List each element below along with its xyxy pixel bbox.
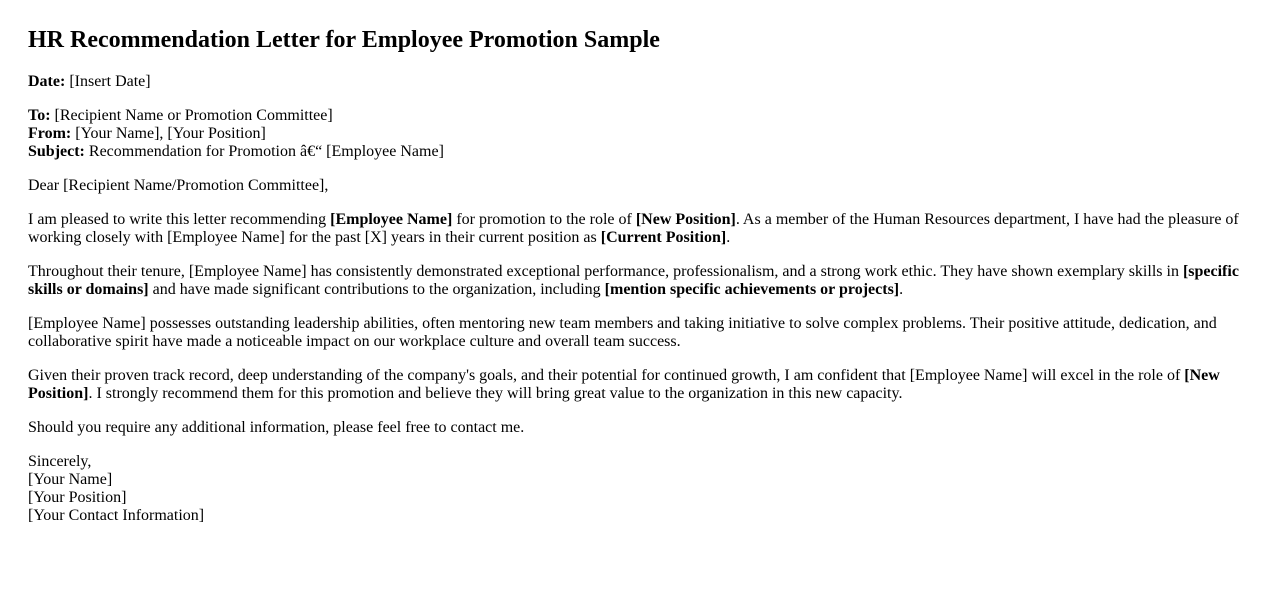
to-line xyxy=(28,107,333,124)
placeholder-bold: [New Position] xyxy=(635,211,736,228)
paragraph-leadership xyxy=(28,315,1251,351)
placeholder-bold: [specific skills or domains] xyxy=(28,263,1239,298)
placeholder-bold: [Employee Name] xyxy=(330,211,453,228)
text-segment: . I strongly recommend them for this promotion and believe they will bring great value to the organization in this new capacity. xyxy=(88,385,903,402)
text-segment: [Employee Name] possesses outstanding leadership abilities, often mentoring new team members and taking initiative to solve complex problems. Their positive attitude, dedication, and collaborative spirit have made a noticeable impact on our workplace culture and overall team success. xyxy=(28,315,1217,350)
signature-block xyxy=(28,453,1251,525)
text-segment: for promotion to the role of xyxy=(452,211,636,228)
date-line xyxy=(28,73,1251,91)
subject-line xyxy=(28,143,444,160)
signature-line-position: [Your Position] xyxy=(28,489,127,506)
greeting: Dear [Recipient Name/Promotion Committee], xyxy=(28,177,329,194)
subject-value: Recommendation for Promotion â€“ [Employee Name] xyxy=(84,143,444,160)
paragraph-recommendation xyxy=(28,367,1251,403)
to-value: [Recipient Name or Promotion Committee] xyxy=(50,107,333,124)
to-label: To: xyxy=(28,107,51,124)
placeholder-bold: [mention specific achievements or projects] xyxy=(604,281,900,298)
text-segment: I am pleased to write this letter recommending xyxy=(28,211,331,228)
signature-line-name: [Your Name] xyxy=(28,471,113,488)
placeholder-bold: [New Position] xyxy=(28,367,1220,402)
from-line xyxy=(28,125,266,142)
text-segment: . xyxy=(726,229,731,246)
subject-label: Subject: xyxy=(28,143,85,160)
date-label: Date: xyxy=(28,73,66,90)
paragraph-tenure xyxy=(28,263,1251,299)
placeholder-bold: [Current Position] xyxy=(600,229,727,246)
text-segment: Should you require any additional information, please feel free to contact me. xyxy=(28,419,525,436)
from-label: From: xyxy=(28,125,72,142)
date-value: [Insert Date] xyxy=(65,73,151,90)
from-value: [Your Name], [Your Position] xyxy=(71,125,266,142)
text-segment: . xyxy=(899,281,904,298)
text-segment: Throughout their tenure, [Employee Name] has consistently demonstrated exceptional performance, professionalism, and a strong work ethic. They have shown exemplary skills in xyxy=(28,263,1183,280)
text-segment: . As a member of the Human Resources department, I have had the pleasure of working closely with [Employee Name] for the past [X] years in their current position as xyxy=(28,211,1239,246)
page-title: HR Recommendation Letter for Employee Promotion Sample xyxy=(28,27,660,53)
text-segment: and have made significant contributions to the organization, including xyxy=(148,281,605,298)
paragraph-contact xyxy=(28,419,1251,437)
signature-line-closing: Sincerely, xyxy=(28,453,92,470)
paragraph-intro xyxy=(28,211,1251,247)
text-segment: Given their proven track record, deep understanding of the company's goals, and their potential for continued growth, I am confident that [Employee Name] will excel in the role of xyxy=(28,367,1185,384)
signature-line-contact: [Your Contact Information] xyxy=(28,507,205,524)
recipient-block xyxy=(28,107,1251,161)
